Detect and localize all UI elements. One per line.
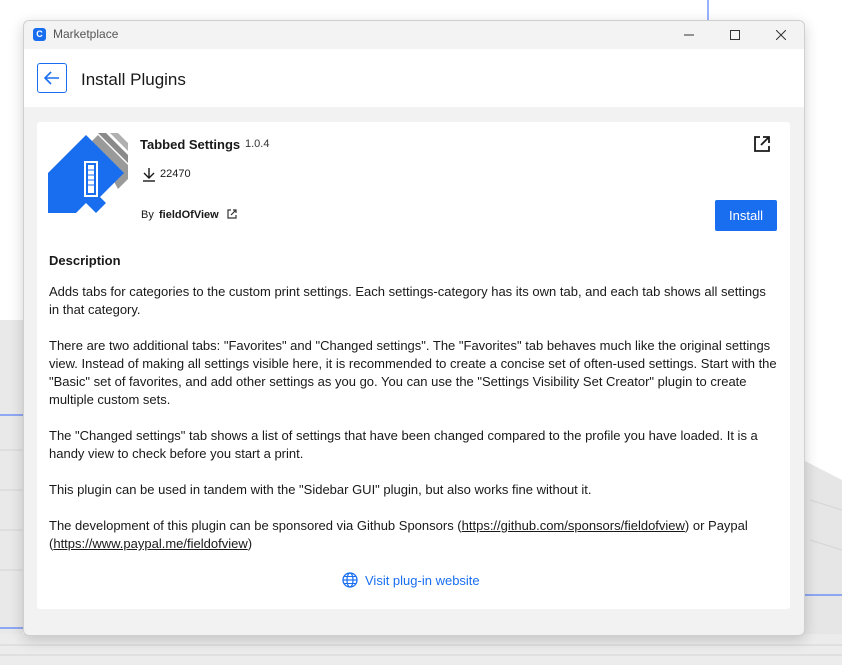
external-link-icon[interactable] bbox=[226, 208, 238, 220]
description-paragraph bbox=[49, 517, 779, 553]
download-count: 22470 bbox=[160, 168, 191, 180]
title-bar bbox=[24, 21, 804, 49]
description-paragraph: There are two additional tabs: "Favorites" and "Changed settings". The "Favorites" tab behaves much like the original settings view. Instead of making all settings visible here, it is recommended to create a concise set of often-used settings. Start with the "Basic" set of favorites, and add other settings as you go. You can use the "Settings Visibility Set Creator" plugin to create multiple custom sets. bbox=[49, 338, 777, 407]
plugin-detail-card bbox=[37, 122, 790, 609]
arrow-left-icon bbox=[44, 71, 60, 85]
description-heading: Description bbox=[49, 253, 121, 268]
minimize-icon bbox=[684, 30, 694, 40]
sponsor-text: ) bbox=[247, 536, 253, 551]
page-title: Install Plugins bbox=[81, 70, 186, 89]
paypal-link[interactable]: https://www.paypal.me/fieldofview bbox=[53, 536, 248, 551]
plugin-version: 1.0.4 bbox=[245, 138, 270, 150]
description-paragraph: The "Changed settings" tab shows a list of settings that have been changed compared to the profile you have loaded. It is a handy view to check before you start a print. bbox=[49, 428, 758, 461]
window-title: Marketplace bbox=[53, 27, 119, 41]
globe-icon bbox=[342, 572, 358, 588]
open-in-browser-icon[interactable] bbox=[752, 134, 772, 154]
close-icon bbox=[776, 30, 786, 40]
marketplace-window bbox=[23, 20, 805, 636]
visit-website-link[interactable] bbox=[342, 572, 480, 588]
app-icon: C bbox=[33, 28, 46, 41]
download-icon bbox=[142, 167, 156, 182]
sponsor-text: ) or Paypal ( bbox=[49, 518, 748, 551]
maximize-button[interactable] bbox=[712, 21, 758, 49]
minimize-button[interactable] bbox=[666, 21, 712, 49]
page-header bbox=[24, 49, 804, 107]
description-paragraph: This plugin can be used in tandem with the "Sidebar GUI" plugin, but also works fine without it. bbox=[49, 482, 592, 497]
sponsor-text: The development of this plugin can be sponsored via Github Sponsors ( bbox=[49, 518, 462, 533]
maximize-icon bbox=[730, 30, 740, 40]
github-sponsors-link[interactable]: https://github.com/sponsors/fieldofview bbox=[461, 518, 685, 533]
install-button[interactable]: Install bbox=[715, 200, 777, 231]
description-paragraph: Adds tabs for categories to the custom print settings. Each settings-category has its own tab, and each tab shows all settings in that category. bbox=[49, 284, 766, 317]
plugin-logo bbox=[48, 133, 128, 213]
description-body bbox=[49, 283, 779, 571]
author-link[interactable]: fieldOfView bbox=[159, 209, 219, 221]
close-button[interactable] bbox=[758, 21, 804, 49]
plugin-name: Tabbed Settings bbox=[140, 137, 241, 152]
visit-website-label: Visit plug-in website bbox=[365, 572, 480, 588]
back-button[interactable] bbox=[37, 63, 67, 93]
by-label: By bbox=[141, 209, 154, 221]
